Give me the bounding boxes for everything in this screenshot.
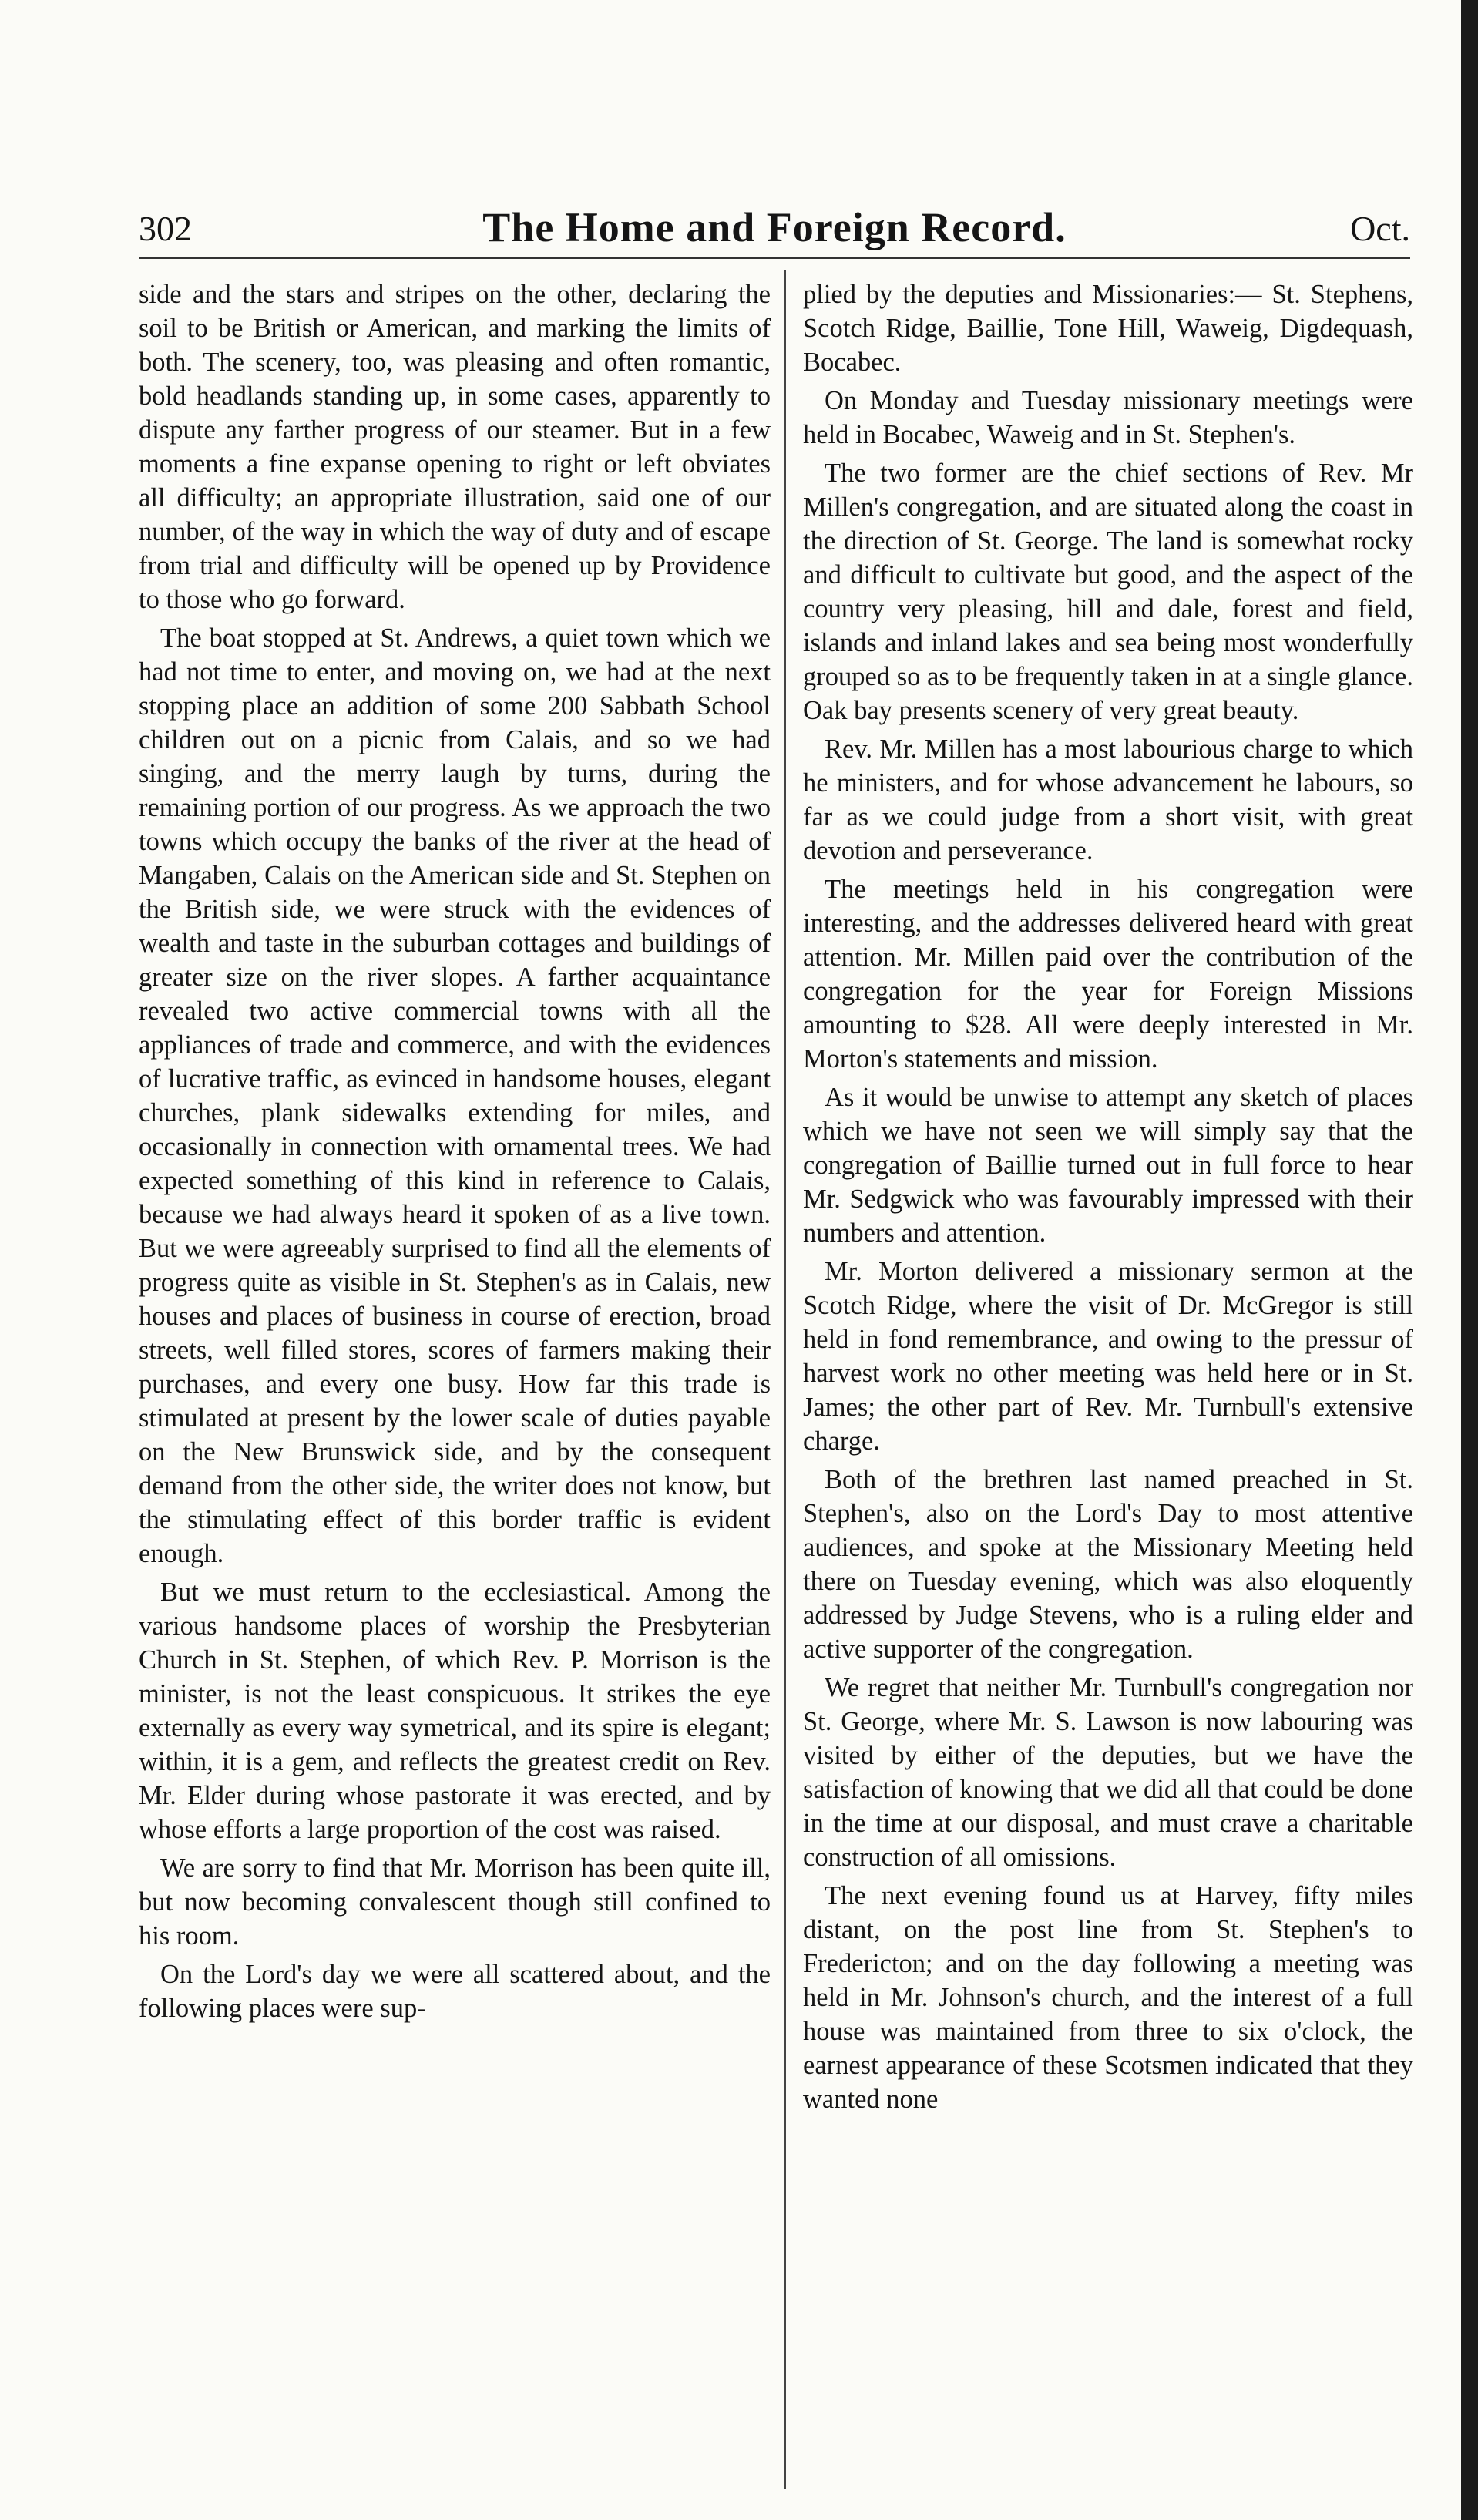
paragraph: plied by the deputies and Missionaries:— St. Stephens, Scotch Ridge, Baillie, Tone Hill, Waweig, Digdequash, Bocabec. [803, 280, 1413, 377]
paragraph: The boat stopped at St. Andrews, a quiet town which we had not time to enter, and moving on, we had at the next stopping place an addition of some 200 Sabbath School children out on a picnic from Calais, and so we had singing, and the merry laugh by turns, during the remaining portion of our progress. As we approach the two towns which occupy the banks of the river at the head of Mangaben, Calais on the American side and St. Stephen on the British side, we were struck with the evidences of wealth and taste in the suburban cottages and buildings of greater size on the river slopes. A farther acquaintance revealed two active commercial towns with all the appliances of trade and commerce, and with the evidences of lucrative traffic, as evinced in handsome houses, elegant churches, plank sidewalks extending for miles, and occasionally in connection with ornamental trees. We had expected something of this kind in reference to Calais, because we had always heard it spoken of as a live town. But we were agreeably surprised to find all the elements of progress quite as visible in St. Stephen's as in Calais, new houses and places of business in course of erection, broad streets, well filled stores, scores of farmers making their purchases, and every one busy. How far this trade is stimulated at present by the lower scale of duties payable on the New Brunswick side, and by the consequent demand from the other side, the writer does not know, but the stimulating effect of this border traffic is evident enough. [139, 623, 771, 1568]
paragraph: We regret that neither Mr. Turnbull's congregation nor St. George, where Mr. S. Lawson is now labouring was visited by either of the deputies, but we have the satisfaction of knowing that we did all that could be done in the time at our disposal, and must crave a charitable construction of all omissions. [803, 1673, 1413, 1872]
paragraph: We are sorry to find that Mr. Morrison has been quite ill, but now becoming convalescent though still confined to his room. [139, 1853, 771, 1950]
paragraph: Rev. Mr. Millen has a most labourious charge to which he ministers, and for whose advancement he labours, so far as we could judge from a short visit, with great devotion and perseverance. [803, 734, 1413, 865]
paragraph: On Monday and Tuesday missionary meetings were held in Bocabec, Waweig and in St. Stephen's. [803, 386, 1413, 449]
running-title: The Home and Foreign Record. [482, 204, 1067, 250]
header-rule [139, 257, 1410, 259]
page-header [139, 193, 1410, 254]
paragraph: As it would be unwise to attempt any sketch of places which we have not seen we will simply say that the congregation of Baillie turned out in full force to hear Mr. Sedgwick who was favourably impressed with their numbers and attention. [803, 1083, 1413, 1248]
page-number: 302 [139, 209, 192, 248]
paragraph: On the Lord's day we were all scattered about, and the following places were sup- [139, 1960, 771, 2023]
paragraph: Mr. Morton delivered a missionary sermon at the Scotch Ridge, where the visit of Dr. McGregor is still held in fond remembrance, and owing to the pressur of harvest work no other meeting was held here or in St. James; the other part of Rev. Mr. Turnbull's extensive charge. [803, 1257, 1413, 1456]
paragraph: The two former are the chief sections of Rev. Mr Millen's congregation, and are situated along the coast in the direction of St. George. The land is somewhat rocky and difficult to cultivate but good, and the aspect of the country very pleasing, hill and dale, forest and field, islands and inland lakes and sea being most wonderfully grouped so as to be frequently taken in at a single glance. Oak bay presents scenery of very great beauty. [803, 459, 1413, 725]
right-column [803, 277, 1413, 2489]
paragraph: The meetings held in his congregation were interesting, and the addresses delivered heard with great attention. Mr. Millen paid over the contribution of the congregation for the year for Foreign Missions amounting to $28. All were deeply interested in Mr. Morton's statements and mission. [803, 875, 1413, 1074]
paragraph: Both of the brethren last named preached in St. Stephen's, also on the Lord's Day to most attentive audiences, and spoke at the Missionary Meeting held there on Tuesday evening, which was also eloquently addressed by Judge Stevens, who is a ruling elder and active supporter of the congregation. [803, 1465, 1413, 1664]
paragraph: The next evening found us at Harvey, fifty miles distant, on the post line from St. Stephen's to Fredericton; and on the day following a meeting was held in Mr. Johnson's church, and the interest of a full house was maintained from three to six o'clock, the earnest appearance of these Scotsmen indicated that they wanted none [803, 1881, 1413, 2114]
left-column [139, 277, 771, 2489]
column-divider [784, 270, 786, 2489]
issue-month: Oct. [1350, 209, 1410, 248]
paragraph: side and the stars and stripes on the other, declaring the soil to be British or American, and marking the limits of both. The scenery, too, was pleasing and often romantic, bold headlands standing up, in some cases, apparently to dispute any farther progress of our steamer. But in a few moments a fine expanse opening to right or left obviates all difficulty; an appropriate illustration, said one of our number, of the way in which the way of duty and of escape from trial and difficulty will be opened up by Providence to those who go forward. [139, 280, 771, 614]
page-binding-edge [1461, 0, 1478, 2520]
paragraph: But we must return to the ecclesiastical. Among the various handsome places of worship the Presbyterian Church in St. Stephen, of which Rev. P. Morrison is the minister, is not the least conspicuous. It strikes the eye externally as every way symetrical, and its spire is elegant; within, it is a gem, and reflects the greatest credit on Rev. Mr. Elder during whose pastorate it was erected, and by whose efforts a large proportion of the cost was raised. [139, 1578, 771, 1844]
